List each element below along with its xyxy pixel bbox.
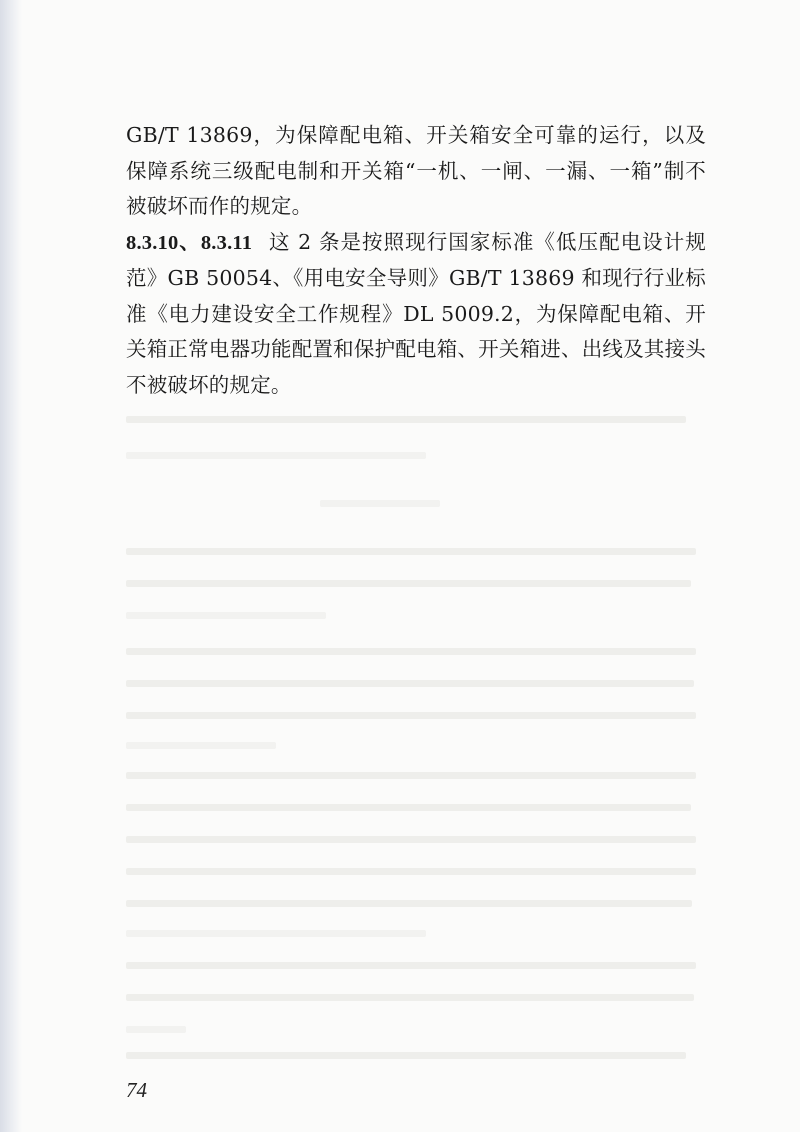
bleed-through-line — [126, 772, 696, 779]
bleed-through-line — [126, 962, 696, 969]
clause-number: 8.3.10、8.3.11 — [126, 231, 253, 254]
bleed-through-line — [320, 500, 440, 507]
paragraph-text: 这 2 条是按照现行国家标准《低压配电设计规范》GB 50054、《用电安全导则》GB/T 13869 和现行行业标准《电力建设安全工作规程》DL 5009.2，为保障配电箱、开关箱正常电器功能配置和保护配电箱、开关箱进、出线及其接头不被破坏的规定。 — [126, 229, 706, 397]
bleed-through-line — [126, 680, 694, 687]
bleed-through-line — [126, 804, 691, 811]
paragraph — [126, 225, 706, 404]
bleed-through-line — [126, 712, 696, 719]
bleed-through-line — [126, 648, 696, 655]
bleed-through-line — [126, 930, 426, 937]
bleed-through-line — [126, 416, 686, 423]
bleed-through-line — [126, 900, 692, 907]
bleed-through-line — [126, 548, 696, 555]
page-number: 74 — [126, 1078, 147, 1102]
bleed-through-line — [126, 994, 694, 1001]
bleed-through-line — [126, 580, 691, 587]
body-text — [126, 118, 706, 403]
paragraph-text: GB/T 13869，为保障配电箱、开关箱安全可靠的运行，以及保障系统三级配电制和开关箱“一机、一闸、一漏、一箱”制不被破坏而作的规定。 — [126, 123, 706, 218]
bleed-through-line — [126, 1052, 686, 1059]
bleed-through-line — [126, 868, 696, 875]
bleed-through-line — [126, 742, 276, 749]
bleed-through-line — [126, 452, 426, 459]
paragraph — [126, 118, 706, 225]
bleed-through-line — [126, 612, 326, 619]
bleed-through-line — [126, 1026, 186, 1033]
binding-shadow — [0, 0, 22, 1132]
bleed-through-line — [126, 836, 696, 843]
